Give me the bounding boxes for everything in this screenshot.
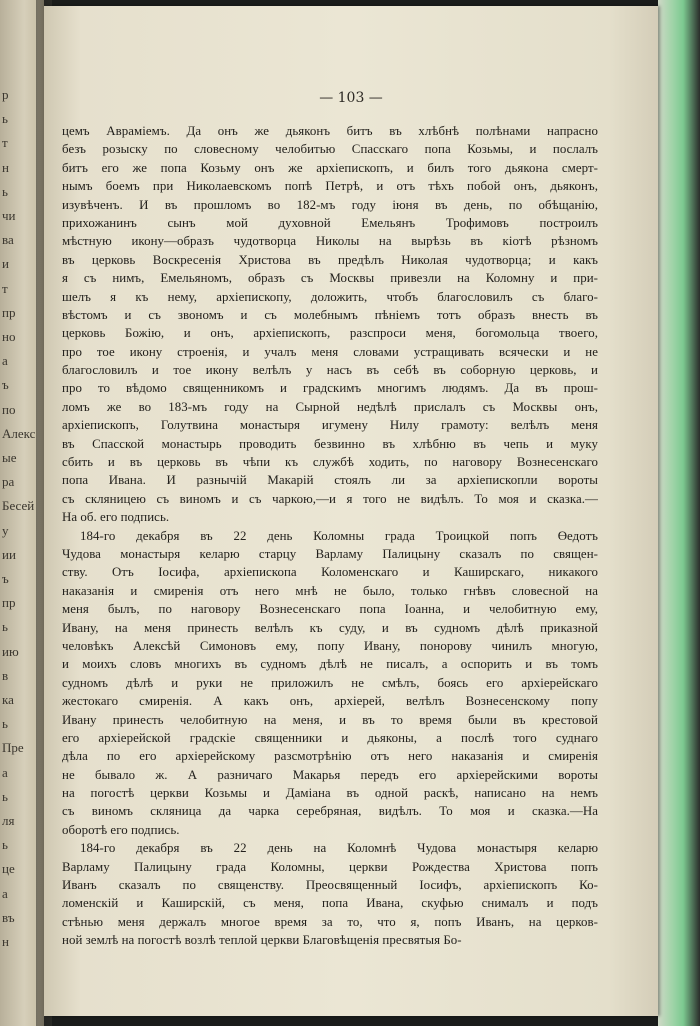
text-line: 184-го декабря въ 22 день на Коломнѣ Чудова монастыря келарю bbox=[80, 841, 598, 856]
text-line: вѣстомъ и съ звономъ и съ молебнымъ пѣніемъ тотъ образъ внесть въ bbox=[62, 307, 598, 322]
left-page-fragment: ь bbox=[2, 837, 8, 853]
text-line: прихожанинъ сынъ мой духовной Емельянъ Трофимовъ построилъ bbox=[62, 215, 598, 230]
left-page-fragment: но bbox=[2, 329, 16, 344]
text-line: Ивану, на меня принесть велѣлъ къ суду, и въ судномъ дѣлѣ приказной bbox=[62, 620, 598, 635]
text-line: жестокаго смиренія. А какъ онъ, архіерей, велѣлъ Вознесенскому попу bbox=[62, 694, 598, 709]
left-page-fragment: ию bbox=[2, 643, 19, 659]
left-page-fragment: т bbox=[2, 135, 8, 151]
text-line: шелъ я къ нему, архіепископу, доложить, чтобъ благословилъ съ благо- bbox=[62, 289, 598, 304]
text-line: про то вѣдомо священникомъ и градскимъ многимъ людямъ. Да въ прош- bbox=[62, 381, 598, 396]
text-line: на погостѣ церкви Козьмы и Даміана въ одной раскѣ, написано на немъ bbox=[62, 786, 598, 801]
left-page-fragment: це bbox=[2, 861, 15, 877]
left-page-fragment: по bbox=[2, 401, 16, 417]
page-number: — 103 — bbox=[319, 90, 383, 106]
left-page-fragment: Пре bbox=[2, 740, 24, 756]
left-page-fragment: ь bbox=[2, 788, 8, 804]
text-line: про тое икону строенія, и учалъ меня словами устращивать всячески и не bbox=[62, 344, 598, 359]
left-page-fragment: и bbox=[2, 256, 9, 272]
text-line: ству. Отъ Іосифа, архіепископа Коломенскаго и Каширскаго, никакого bbox=[62, 565, 598, 580]
text-line: изувѣченъ. И въ прошломъ во 182-мъ году іюня въ день, по обѣщанію, bbox=[62, 197, 598, 212]
text-line: не бывало ж. А разничаго Макарья передъ его архіерейскими вороты bbox=[62, 767, 598, 782]
left-page-fragment: в bbox=[2, 667, 9, 683]
left-page-fragment: ь bbox=[2, 619, 8, 635]
text-line: его архіерейской градскіе священники и дьяконы, а послѣ того суднаго bbox=[62, 730, 598, 745]
green-page-edges bbox=[658, 0, 700, 1026]
text-line: нымъ боемъ при Николаевскомъ попѣ Петрѣ, и отъ тѣхъ побой онъ, дьяконъ, bbox=[62, 179, 598, 194]
left-page-fragment: ъ bbox=[2, 377, 9, 393]
text-line: Чудова монастыря келарю старцу Варламу Палицыну сказалъ по священ- bbox=[62, 546, 598, 561]
book-page bbox=[44, 6, 658, 1016]
text-line: ломъ же во 183-мъ году на Сырной недѣлѣ прислалъ съ Москвы онъ, bbox=[62, 399, 598, 414]
text-line: я съ нимъ, Емельяномъ, образъ съ Москвы привезли на Коломну и при- bbox=[62, 271, 598, 286]
left-page-fragment: а bbox=[2, 764, 8, 780]
text-line: въ церковь Воскресенія Христова въ предѣлъ Николая чудотворца; и какъ bbox=[62, 252, 598, 267]
left-page-fragment: р bbox=[2, 87, 9, 102]
left-page-fragment: ии bbox=[2, 546, 16, 562]
left-page-fragment: ь bbox=[2, 716, 8, 732]
left-page-fragment: пр bbox=[2, 595, 16, 611]
left-page-fragment: а bbox=[2, 353, 8, 369]
left-page-fragment: ля bbox=[2, 813, 15, 828]
left-page-fragment: ъ bbox=[2, 571, 9, 586]
text-line: ной землѣ на погостѣ возлѣ теплой церкви Благовѣщенія пресвятыя Бо- bbox=[62, 933, 462, 948]
left-page-fragment: Алекс bbox=[2, 425, 36, 441]
text-line: попа Ивана. И разнычій Макарій стоялъ ли за архіепископли вороты bbox=[62, 473, 598, 488]
text-line: битъ его же попа Козьму онъ же архіепископъ, и билъ того дьякона смерт- bbox=[62, 160, 598, 175]
text-line: архіепископъ, Голутвина монастыря игумену Нилу грамоту: велѣлъ меня bbox=[62, 418, 598, 433]
left-page-fragment: н bbox=[2, 159, 9, 175]
text-line: меня былъ, по наговору Вознесенскаго попа Іоанна, и челобитную ему, bbox=[62, 602, 598, 617]
text-line: стѣнью меня держалъ многое время за то, что я, попъ Иванъ, на церков- bbox=[62, 914, 598, 929]
text-line: судномъ дѣлѣ и руки не приложилъ не смѣлъ, боясь его архіерейскаго bbox=[62, 675, 598, 690]
text-line: церковь Божію, и онъ, архіепископъ, разспроси меня, богомольца твоего, bbox=[62, 326, 598, 341]
left-page-fragment: у bbox=[2, 522, 9, 538]
left-page-fragment: ые bbox=[2, 450, 17, 465]
text-line: цемъ Авраміемъ. Да онъ же дьяконъ битъ въ хлѣбнѣ полѣнами напрасно bbox=[62, 124, 598, 138]
left-page-fragment: въ bbox=[2, 909, 15, 925]
left-page-fragment: н bbox=[2, 934, 9, 949]
text-line: оборотѣ его подпись. bbox=[62, 822, 180, 837]
text-line: съ виномъ скляница да чарка серебряная, видѣлъ. То моя и сказка.—На bbox=[62, 804, 598, 819]
text-line: Варламу Палицыну града Коломны, церкви Рождества Христова попъ bbox=[62, 859, 598, 874]
text-line: ломенскій и Каширскій, съ меня, попа Ивана, скуфью снималъ и подъ bbox=[62, 896, 598, 911]
text-line: безъ розыску по словесному челобитью Спасскаго попа Козьмы, и послалъ bbox=[62, 142, 598, 157]
left-page-fragment: чи bbox=[2, 208, 16, 223]
text-line: 184-го декабря въ 22 день Коломны града Троицкой попъ Өедотъ bbox=[80, 528, 598, 543]
left-page-fragment: ра bbox=[2, 474, 15, 490]
text-line: Ивану принесть челобитную на меня, и въ то время были въ крестовой bbox=[62, 712, 598, 727]
text-line: благословилъ и тое икону велѣлъ у насъ въ себѣ въ соборную церковь, и bbox=[62, 363, 598, 378]
left-page-fragment: ь bbox=[2, 183, 8, 199]
text-line: въ Спасской монастырь проводить безвинно въ хлѣбню въ чепь и муку bbox=[62, 436, 598, 451]
left-page-fragment: пр bbox=[2, 304, 16, 320]
text-line: съ скляницею съ виномъ и съ чаркою,—и я того не видѣлъ. То моя и сказка.— bbox=[62, 491, 598, 506]
text-line: и моихъ словъ многихъ въ судномъ дѣлѣ не писалъ, а оспорить и въ томъ bbox=[62, 657, 598, 672]
left-page-fragment: а bbox=[2, 885, 8, 901]
left-page-fragment: ва bbox=[2, 232, 14, 248]
text-line: сбить и въ церковь въ чѣпи къ службѣ ходить, по наговору Вознесенскаго bbox=[62, 455, 598, 470]
left-page-fragment: ка bbox=[2, 692, 14, 707]
left-page-fragment: т bbox=[2, 280, 8, 296]
left-page-fragment: ь bbox=[2, 111, 8, 127]
text-line: На об. его подпись. bbox=[62, 510, 170, 525]
text-line: мѣстную икону—образъ чудотворца Николы на вырѣзь въ кіотѣ рѣзномъ bbox=[62, 234, 598, 249]
text-line: человѣкъ Алексѣй Симоновъ ему, попу Ивану, понорову чинилъ многую, bbox=[62, 638, 598, 653]
text-line: дѣла по его архіерейскому разсмотрѣнію отъ него наказанія и смиренія bbox=[62, 749, 598, 764]
text-line: наказанія и смиренія отъ него мнѣ не было, только гнѣвъ словесной на bbox=[62, 583, 598, 598]
text-line: Иванъ сказалъ по священству. Преосвященный Іосифъ, архіепископъ Ко- bbox=[62, 878, 598, 893]
left-page-fragment: Бесей bbox=[2, 498, 35, 514]
page-body-text bbox=[62, 122, 598, 950]
